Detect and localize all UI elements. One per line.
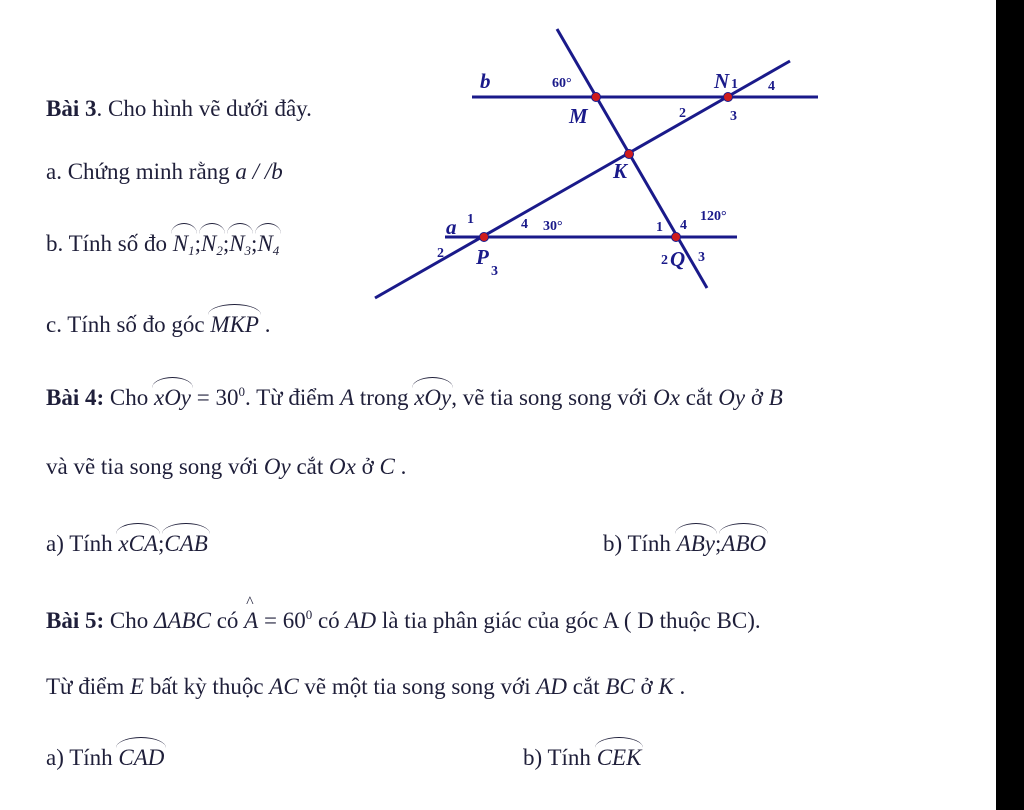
- bai3-part-a: [46, 160, 283, 183]
- p-angle-2: 2: [437, 246, 444, 261]
- p-angle-1: 1: [467, 212, 474, 227]
- angle-cab: CAB: [164, 531, 208, 556]
- bai5-line1: [46, 608, 761, 632]
- angle-cek: CEK: [596, 745, 642, 770]
- p-angle-3: 3: [491, 264, 498, 279]
- label-n: N: [714, 69, 730, 93]
- bai4-title: Bài 4:: [46, 385, 105, 410]
- n-angle-3: 3: [730, 109, 737, 124]
- angle-a-hat: ^ A: [244, 609, 258, 632]
- bai5-ad: AD: [345, 608, 377, 633]
- q-angle-2: 2: [661, 253, 668, 268]
- bai5-question-a: [46, 746, 164, 769]
- bai4-l2-ox: Ox: [329, 454, 356, 479]
- label-a: a: [446, 215, 457, 239]
- bai5-qa-text: a) Tính: [46, 745, 119, 770]
- bai3-title: Bài 3: [46, 96, 97, 121]
- bai4-t4: , vẽ tia song song với: [451, 385, 654, 410]
- bai3-a-text: a. Chứng minh rằng: [46, 159, 236, 184]
- angle-abo: ABO: [721, 531, 767, 556]
- angle-n4: $N_4$: [257, 231, 280, 258]
- bai4-line2: [46, 455, 406, 478]
- bai3-part-b: b. Tính số đo $N_1;N_2;N_3;N_4$: [46, 231, 280, 258]
- n-angle-1: 1: [731, 77, 738, 92]
- bai4-l2-t2: cắt: [290, 454, 330, 479]
- geometry-figure: [360, 20, 830, 310]
- bai5-t4: là tia phân giác của góc A ( D thuộc BC).: [376, 608, 761, 633]
- label-m: M: [569, 104, 588, 128]
- bai5-l2-end: .: [673, 674, 686, 699]
- bai4-l2-c: C: [379, 454, 395, 479]
- p-angle-4: 4: [521, 217, 528, 232]
- bai4-a: A: [340, 385, 355, 410]
- bai5-l2-t1: Từ điểm: [46, 674, 131, 699]
- angle-n3: $N_3$: [229, 231, 252, 258]
- angle-label-30: 30°: [543, 219, 563, 234]
- n-angle-4: 4: [768, 79, 775, 94]
- point-n: [724, 93, 733, 102]
- angle-mkp: MKP: [210, 312, 259, 337]
- q-angle-4: 4: [680, 218, 687, 233]
- bai5-t1: Cho: [104, 608, 154, 633]
- angle-n2: $N_2$: [200, 231, 223, 258]
- angle-aby: ABy: [676, 531, 715, 556]
- bai4-question-a: [46, 532, 208, 555]
- point-q: [672, 233, 681, 242]
- bai4-t2: . Từ điểm: [245, 385, 341, 410]
- bai3-part-c: [46, 313, 270, 336]
- bai5-k: K: [658, 674, 674, 699]
- bai4-oy: Oy: [718, 385, 746, 410]
- bai5-ac: AC: [269, 674, 299, 699]
- bai3-heading: [46, 97, 312, 120]
- bai5-eq: = 60: [258, 608, 306, 633]
- angle-n1: $N_1$: [172, 231, 195, 258]
- bai4-ox: Ox: [653, 385, 680, 410]
- bai4-question-b: [603, 532, 766, 555]
- bai5-triangle: ΔABC: [153, 608, 211, 633]
- bai4-t3: trong: [354, 385, 415, 410]
- label-b: b: [480, 69, 491, 93]
- label-p: P: [476, 245, 489, 269]
- bai4-t6: ở: [745, 385, 769, 410]
- bai5-bc: BC: [605, 674, 635, 699]
- q-angle-1: 1: [656, 220, 663, 235]
- bai5-l2-t2: bất kỳ thuộc: [144, 674, 270, 699]
- bai5-l2-t4: cắt: [567, 674, 606, 699]
- bai5-qb-text: b) Tính: [523, 745, 597, 770]
- point-p: [480, 233, 489, 242]
- bai4-b: B: [768, 385, 783, 410]
- n-angle-2: 2: [679, 106, 686, 121]
- bai5-l2-t3: vẽ một tia song song với: [298, 674, 537, 699]
- bai3-intro: . Cho hình vẽ dưới đây.: [96, 96, 312, 121]
- right-edge-bar: [996, 0, 1024, 810]
- bai4-l2-end: .: [394, 454, 407, 479]
- bai4-t5: cắt: [679, 385, 719, 410]
- angle-cad: CAD: [118, 745, 165, 770]
- angle-xoy-2: xOy: [414, 385, 452, 410]
- bai3-b-text: b. Tính số đo: [46, 231, 173, 256]
- bai4-l2-t1: và vẽ tia song song với: [46, 454, 264, 479]
- bai5-l2-t5: ở: [634, 674, 659, 699]
- angle-label-60: 60°: [552, 76, 572, 91]
- bai4-eq: = 30: [191, 385, 239, 410]
- bai5-deg: 0: [305, 607, 313, 622]
- point-k: [625, 150, 634, 159]
- bai4-qa-text: a) Tính: [46, 531, 119, 556]
- bai5-line2: [46, 675, 685, 698]
- bai5-question-b: [523, 746, 641, 769]
- bai4-l2-t3: ở: [355, 454, 380, 479]
- bai3-c-text: c. Tính số đo góc: [46, 312, 211, 337]
- q-angle-3: 3: [698, 250, 705, 265]
- bai4-t1: Cho: [104, 385, 154, 410]
- bai3-a-math: a / /b: [235, 159, 283, 184]
- angle-xca: xCA: [118, 531, 159, 556]
- bai4-qb-text: b) Tính: [603, 531, 677, 556]
- bai4-qa-sep: ;: [158, 531, 165, 556]
- point-m: [592, 93, 601, 102]
- label-q: Q: [670, 247, 686, 271]
- label-k: K: [613, 159, 628, 183]
- bai5-t3: có: [312, 608, 346, 633]
- bai4-qb-sep: ;: [715, 531, 722, 556]
- angle-xoy: xOy: [153, 385, 192, 410]
- bai5-l2-ad: AD: [536, 674, 568, 699]
- bai4-l2-oy: Oy: [263, 454, 291, 479]
- bai3-c-end: .: [258, 312, 271, 337]
- bai5-e: E: [130, 674, 145, 699]
- bai4-line1: [46, 385, 783, 409]
- bai4-deg: 0: [238, 384, 245, 399]
- bai5-title: Bài 5:: [46, 608, 105, 633]
- bai5-t2: có: [210, 608, 245, 633]
- angle-label-120: 120°: [700, 209, 727, 224]
